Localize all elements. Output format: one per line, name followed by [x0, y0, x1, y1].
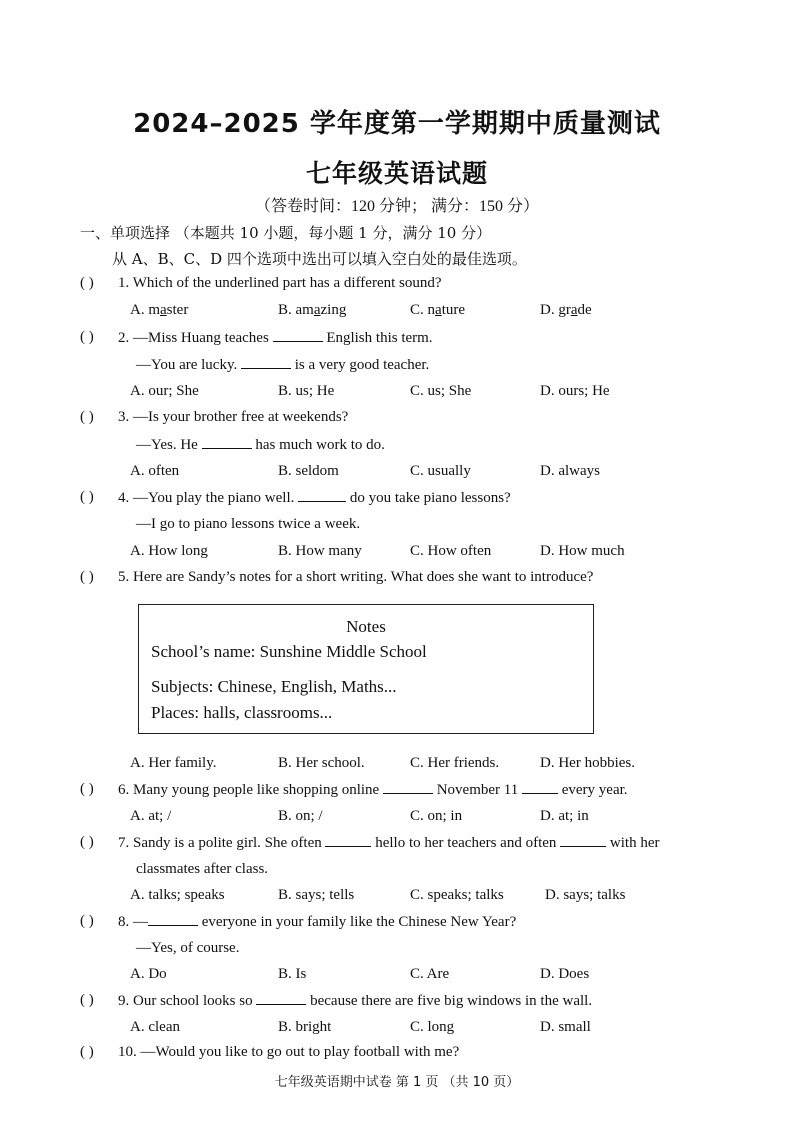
option-d: D. small: [540, 1019, 591, 1035]
option-d: D. at; in: [540, 808, 589, 824]
option-a: A. How long: [130, 543, 208, 559]
exam-subtitle: 七年级英语试题: [305, 159, 488, 188]
option-a: A. Do: [130, 966, 167, 982]
answer-paren[interactable]: ( ): [80, 409, 94, 425]
option-d: D. How much: [540, 543, 625, 559]
option-d: D. says; talks: [545, 887, 626, 903]
option-a: A. Her family.: [130, 755, 217, 771]
option-c: C. on; in: [410, 808, 463, 824]
notes-title: Notes: [346, 617, 386, 636]
blank: [560, 834, 606, 847]
answer-paren[interactable]: ( ): [80, 489, 94, 505]
option-a: A. talks; speaks: [130, 887, 225, 903]
notes-line-places: Places: halls, classrooms...: [151, 703, 333, 722]
question-line-2: classmates after class.: [136, 861, 269, 877]
option-d: D. ours; He: [540, 383, 610, 399]
option-d: D. Does: [540, 966, 590, 982]
exam-title: 2024–2025 学年度第一学期期中质量测试: [133, 109, 661, 139]
question-line-2: —You are lucky. is a very good teacher.: [136, 357, 430, 373]
blank: [202, 436, 252, 449]
answer-paren[interactable]: ( ): [80, 275, 94, 291]
section-heading: 一、单项选择 （本题共 10 小题，每小题 1 分，满分 10 分）: [80, 224, 492, 242]
option-b: B. How many: [278, 543, 362, 559]
question-stem: 5. Here are Sandy’s notes for a short writing. What does she want to introduce?: [118, 569, 594, 585]
option-c: C. Are: [410, 966, 450, 982]
blank: [325, 834, 371, 847]
option-c: C. us; She: [410, 383, 472, 399]
option-c: C. nature: [410, 302, 466, 318]
option-a: A. master: [130, 302, 189, 318]
question-stem: 8. — everyone in your family like the Chinese New Year?: [118, 914, 517, 930]
question-line-2: —Yes. He has much work to do.: [136, 437, 385, 453]
option-b: B. bright: [278, 1019, 332, 1035]
notes-line-school: School’s name: Sunshine Middle School: [151, 642, 427, 661]
option-b: B. seldom: [278, 463, 339, 479]
option-a: A. clean: [130, 1019, 180, 1035]
notes-line-subjects: Subjects: Chinese, English, Maths...: [151, 677, 397, 696]
blank: [298, 489, 346, 502]
blank: [241, 356, 291, 369]
option-c: C. usually: [410, 463, 471, 479]
option-d: D. Her hobbies.: [540, 755, 635, 771]
question-line-2: —Yes, of course.: [136, 940, 240, 956]
question-stem: 4. —You play the piano well. do you take piano lessons?: [118, 490, 511, 506]
answer-paren[interactable]: ( ): [80, 913, 94, 929]
option-b: B. Her school.: [278, 755, 365, 771]
option-b: B. Is: [278, 966, 307, 982]
answer-paren[interactable]: ( ): [80, 834, 94, 850]
question-stem: 9. Our school looks so because there are five big windows in the wall.: [118, 993, 593, 1009]
blank: [148, 913, 198, 926]
option-b: B. us; He: [278, 383, 335, 399]
option-d: D. always: [540, 463, 600, 479]
option-b: B. on; /: [278, 808, 323, 824]
answer-paren[interactable]: ( ): [80, 329, 94, 345]
answer-paren[interactable]: ( ): [80, 781, 94, 797]
answer-paren[interactable]: ( ): [80, 569, 94, 585]
question-stem: 2. —Miss Huang teaches English this term.: [118, 330, 433, 346]
blank: [383, 781, 433, 794]
answer-paren[interactable]: ( ): [80, 992, 94, 1008]
option-d: D. grade: [540, 302, 592, 318]
blank: [256, 992, 306, 1005]
answer-paren[interactable]: ( ): [80, 1044, 94, 1060]
option-c: C. long: [410, 1019, 455, 1035]
option-a: A. at; /: [130, 808, 172, 824]
page-footer: 七年级英语期中试卷 第 1 页 （共 10 页）: [274, 1075, 520, 1090]
option-c: C. Her friends.: [410, 755, 500, 771]
question-stem: 3. —Is your brother free at weekends?: [118, 409, 349, 425]
exam-meta: （答卷时间：120 分钟； 满分：150 分）: [254, 198, 539, 215]
question-stem: 10. —Would you like to go out to play football with me?: [118, 1044, 460, 1060]
question-line-2: —I go to piano lessons twice a week.: [136, 516, 361, 532]
question-stem: 7. Sandy is a polite girl. She often hello to her teachers and often with her: [118, 835, 660, 851]
option-a: A. often: [130, 463, 180, 479]
option-b: B. says; tells: [278, 887, 355, 903]
section-instruction: 从 A、B、C、D 四个选项中选出可以填入空白处的最佳选项。: [112, 250, 527, 268]
notes-box: [138, 604, 594, 734]
option-c: C. speaks; talks: [410, 887, 504, 903]
option-b: B. amazing: [278, 302, 347, 318]
blank: [522, 781, 558, 794]
blank: [273, 329, 323, 342]
question-stem: 6. Many young people like shopping online November 11 every year.: [118, 782, 628, 798]
question-stem: 1. Which of the underlined part has a different sound?: [118, 275, 442, 291]
option-c: C. How often: [410, 543, 492, 559]
option-a: A. our; She: [130, 383, 199, 399]
